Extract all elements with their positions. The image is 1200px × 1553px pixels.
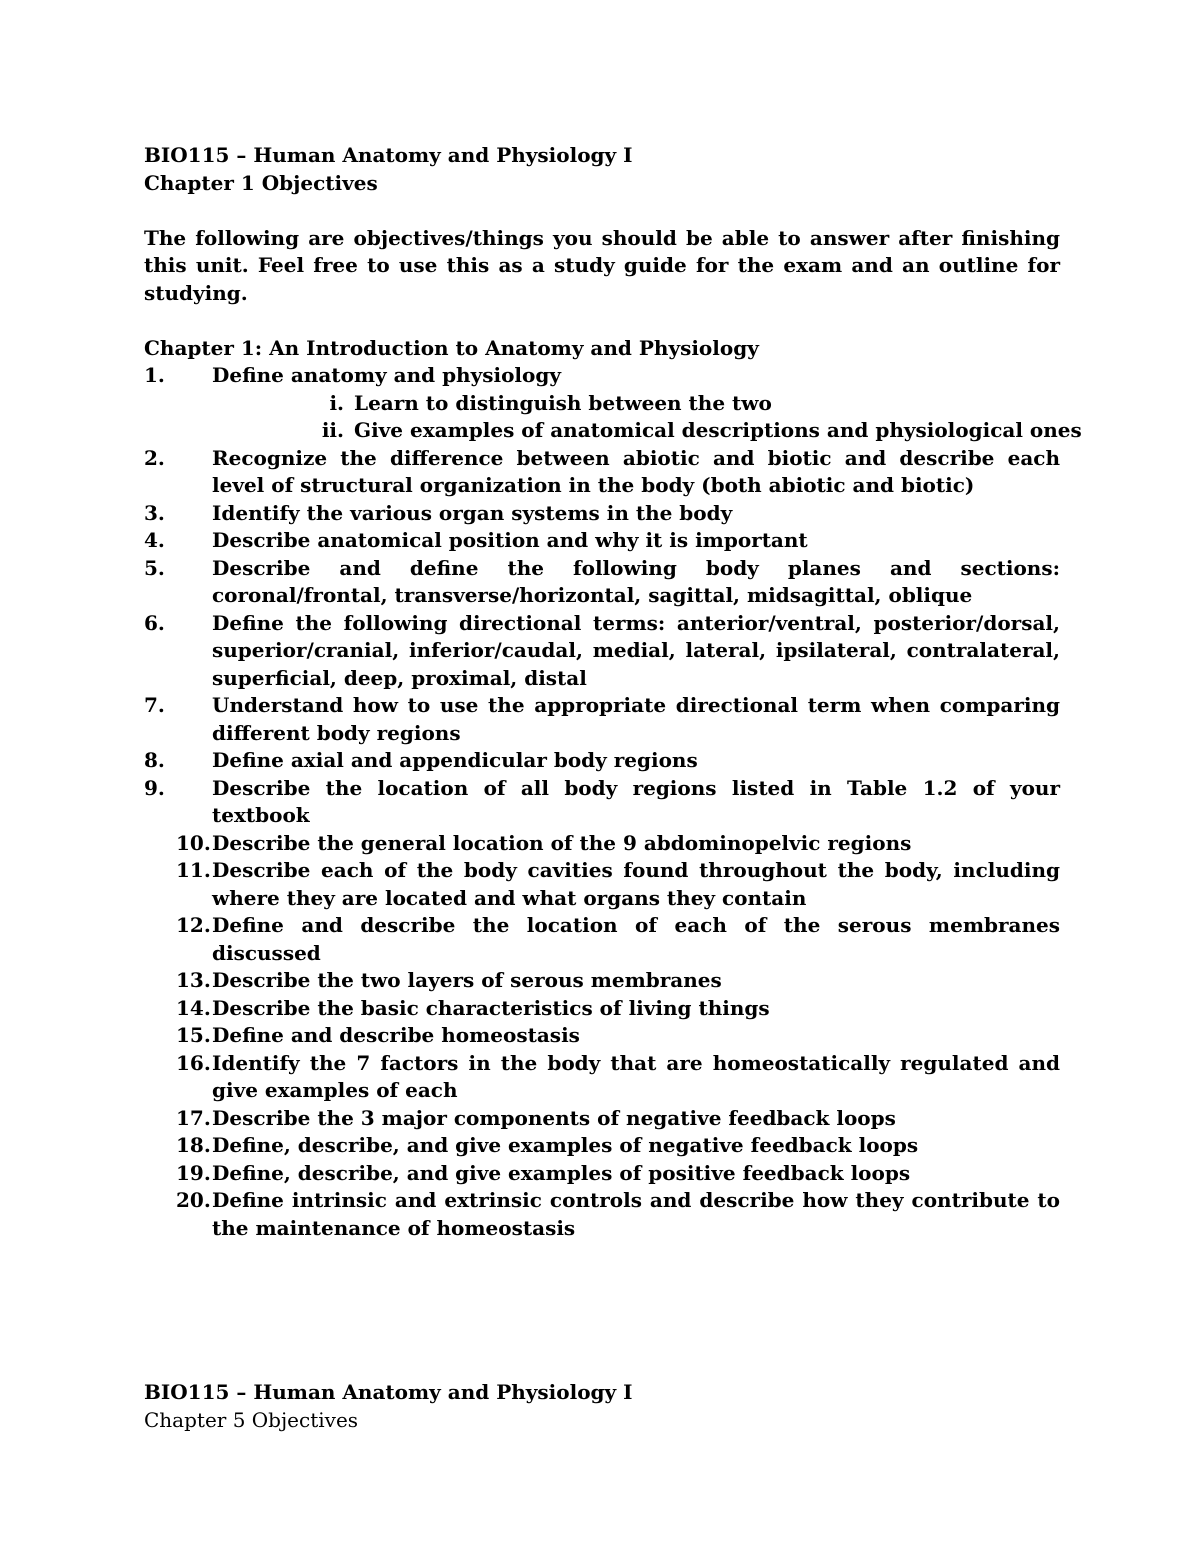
- objective-text: Describe the two layers of serous membranes: [212, 968, 722, 992]
- objective-number: 5.: [144, 555, 165, 580]
- objective-number: 13.: [176, 968, 211, 992]
- objective-text: Describe anatomical position and why it is important: [212, 528, 808, 552]
- objective-text: Define, describe, and give examples of positive feedback loops: [212, 1160, 911, 1185]
- objective-text: Define the following directional terms: anterior/ventral, posterior/dorsal, superior/cranial, inferior/caudal, medial, lateral, ipsilateral, contralateral, superficial, deep, proximal, distal: [212, 610, 1060, 690]
- course-title-2: BIO115 – Human Anatomy and Physiology I: [144, 1380, 633, 1404]
- objective-number: 17.: [176, 1105, 211, 1130]
- objective-item: [144, 555, 1060, 610]
- objective-item: [144, 775, 1060, 830]
- objective-item: [144, 362, 1060, 390]
- objective-item: [144, 445, 1060, 500]
- sub-objective-item: [144, 390, 1060, 418]
- chapter-heading: Chapter 1 Objectives: [144, 170, 378, 195]
- objective-number: 14.: [176, 995, 211, 1020]
- objective-item: [144, 1160, 1060, 1188]
- chapter-heading-2: Chapter 5 Objectives: [144, 1407, 359, 1432]
- objective-item: [144, 692, 1060, 747]
- objective-item: [144, 830, 1060, 858]
- objective-number: 19.: [176, 1160, 211, 1185]
- objective-number: 9.: [144, 775, 165, 800]
- objective-item: [144, 500, 1060, 528]
- objective-item: [144, 1105, 1060, 1133]
- objective-number: 12.: [176, 913, 211, 937]
- objective-item: [144, 1187, 1060, 1242]
- objective-text: Describe the location of all body regions listed in Table 1.2 of your textbook: [212, 775, 1060, 827]
- objective-text: Describe the basic characteristics of living things: [212, 995, 770, 1020]
- objective-number: 8.: [144, 748, 165, 772]
- objective-text: Define and describe homeostasis: [212, 1023, 580, 1047]
- objective-text: Define axial and appendicular body regions: [212, 748, 698, 772]
- chapter-1-title: Chapter 1: An Introduction to Anatomy and Physiology: [144, 335, 759, 360]
- objective-number: 11.: [176, 858, 211, 882]
- objective-text: Define intrinsic and extrinsic controls and describe how they contribute to the maintenance of homeostasis: [212, 1188, 1060, 1240]
- objective-number: 15.: [176, 1023, 211, 1047]
- objective-text: Understand how to use the appropriate directional term when comparing different body regions: [212, 693, 1060, 745]
- objective-number: 1.: [144, 363, 165, 387]
- objective-item: [144, 527, 1060, 555]
- objective-text: Define anatomy and physiology: [212, 363, 561, 387]
- objective-text: Describe the general location of the 9 abdominopelvic regions: [212, 830, 912, 855]
- course-title: BIO115 – Human Anatomy and Physiology I: [144, 143, 633, 167]
- objective-number: 2.: [144, 445, 165, 470]
- objectives-list: [144, 362, 1060, 390]
- objective-number: 7.: [144, 693, 165, 717]
- sub-objective-text: Learn to distinguish between the two: [354, 390, 772, 415]
- objective-text: Describe and define the following body planes and sections: coronal/frontal, transverse/horizontal, sagittal, midsagittal, oblique: [212, 555, 1060, 607]
- objective-item: [144, 857, 1060, 912]
- objective-item: [144, 995, 1060, 1023]
- objective-number: 3.: [144, 500, 165, 525]
- objective-text: Describe the 3 major components of negative feedback loops: [212, 1105, 896, 1130]
- objective-text: Describe each of the body cavities found throughout the body, including where they are located and what organs they contain: [212, 858, 1060, 910]
- objective-item: [144, 1022, 1060, 1050]
- objective-item: [144, 610, 1060, 693]
- sub-objective-item: [144, 417, 1082, 445]
- objective-item: [144, 747, 1060, 775]
- objective-number: 16.: [176, 1050, 211, 1075]
- sub-objective-number: ii.: [321, 418, 344, 442]
- objective-number: 10.: [176, 830, 211, 855]
- objective-number: 6.: [144, 610, 165, 635]
- objective-text: Identify the various organ systems in the body: [212, 500, 733, 525]
- objective-item: [144, 967, 1060, 995]
- objective-item: [144, 912, 1060, 967]
- objective-number: 20.: [176, 1188, 211, 1212]
- sub-objectives-list: [144, 390, 1082, 445]
- objective-item: [144, 1050, 1060, 1105]
- objective-text: Define, describe, and give examples of negative feedback loops: [212, 1133, 919, 1157]
- sub-objective-text: Give examples of anatomical descriptions and physiological ones: [354, 418, 1082, 442]
- objective-item: [144, 1132, 1060, 1160]
- objectives-list-continued: [144, 445, 1060, 1243]
- sub-objective-number: i.: [329, 390, 344, 415]
- objective-text: Recognize the difference between abiotic and biotic and describe each level of structural organization in the body (both abiotic and biotic): [212, 445, 1060, 497]
- objective-number: 4.: [144, 528, 165, 552]
- objective-text: Identify the 7 factors in the body that are homeostatically regulated and give examples of each: [212, 1050, 1060, 1102]
- document-page: [144, 142, 1082, 1434]
- objective-text: Define and describe the location of each of the serous membranes discussed: [212, 913, 1060, 965]
- intro-paragraph: The following are objectives/things you should be able to answer after finishing this unit. Feel free to use this as a study guide for the exam and an outline for studying.: [144, 225, 1060, 305]
- objective-number: 18.: [176, 1133, 211, 1157]
